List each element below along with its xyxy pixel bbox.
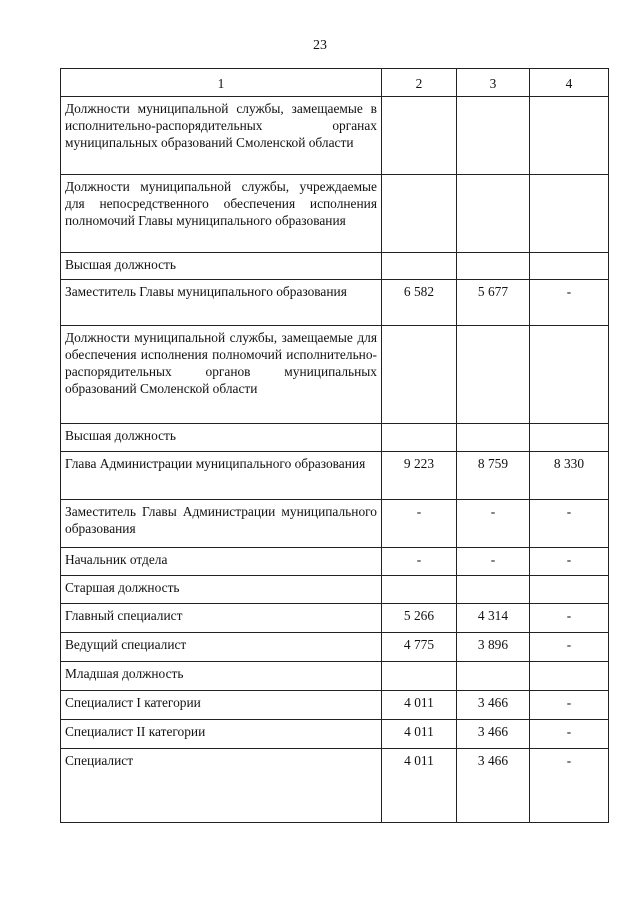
value-cell: - (530, 280, 609, 326)
value-cell: - (530, 749, 609, 823)
value-cell: 3 896 (457, 633, 530, 662)
table-row (61, 452, 609, 500)
value-cell (530, 576, 609, 604)
table-row (61, 280, 609, 326)
value-cell (457, 253, 530, 280)
table-row (61, 576, 609, 604)
table-row (61, 548, 609, 576)
salary-table (60, 68, 609, 823)
value-cell: 8 330 (530, 452, 609, 500)
value-cell: - (530, 633, 609, 662)
column-header: 3 (457, 69, 530, 97)
value-cell: - (382, 500, 457, 548)
position-name: Глава Администрации муниципального образования (61, 452, 382, 500)
value-cell: - (457, 548, 530, 576)
position-name: Должности муниципальной службы, замещаемые для обеспечения исполнения полномочий исполнительно-распорядительных органов муниципальных образований Смоленской области (61, 326, 382, 424)
table-row (61, 500, 609, 548)
value-cell (457, 97, 530, 175)
value-cell: - (530, 691, 609, 720)
table-row (61, 749, 609, 823)
value-cell (530, 97, 609, 175)
table-row (61, 175, 609, 253)
table-row (61, 633, 609, 662)
table-row (61, 604, 609, 633)
value-cell: - (530, 548, 609, 576)
value-cell: - (530, 604, 609, 633)
value-cell: - (457, 500, 530, 548)
value-cell (530, 175, 609, 253)
value-cell (457, 175, 530, 253)
position-name: Должности муниципальной службы, учреждаемые для непосредственного обеспечения исполнения полномочий Главы муниципального образования (61, 175, 382, 253)
value-cell: 5 266 (382, 604, 457, 633)
table-row (61, 424, 609, 452)
value-cell (382, 662, 457, 691)
value-cell: 4 011 (382, 720, 457, 749)
value-cell: 4 314 (457, 604, 530, 633)
value-cell (457, 326, 530, 424)
value-cell (457, 662, 530, 691)
table-row (61, 662, 609, 691)
value-cell (530, 662, 609, 691)
position-category: Высшая должность (61, 424, 382, 452)
value-cell (382, 253, 457, 280)
value-cell (382, 424, 457, 452)
table-row (61, 253, 609, 280)
value-cell: 9 223 (382, 452, 457, 500)
table-row (61, 691, 609, 720)
position-category: Старшая должность (61, 576, 382, 604)
value-cell: 3 466 (457, 720, 530, 749)
position-name: Главный специалист (61, 604, 382, 633)
position-category: Младшая должность (61, 662, 382, 691)
value-cell (382, 175, 457, 253)
value-cell: 8 759 (457, 452, 530, 500)
position-name: Заместитель Главы муниципального образования (61, 280, 382, 326)
value-cell (530, 326, 609, 424)
value-cell (530, 424, 609, 452)
value-cell: 3 466 (457, 749, 530, 823)
position-name: Специалист II категории (61, 720, 382, 749)
column-header: 4 (530, 69, 609, 97)
value-cell (457, 576, 530, 604)
value-cell: 4 011 (382, 691, 457, 720)
value-cell (457, 424, 530, 452)
value-cell (382, 576, 457, 604)
value-cell (382, 326, 457, 424)
value-cell: - (530, 500, 609, 548)
table-row (61, 720, 609, 749)
position-name: Специалист I категории (61, 691, 382, 720)
position-name: Заместитель Главы Администрации муниципального образования (61, 500, 382, 548)
column-header: 2 (382, 69, 457, 97)
value-cell: 4 775 (382, 633, 457, 662)
value-cell: - (530, 720, 609, 749)
position-name: Специалист (61, 749, 382, 823)
value-cell: 3 466 (457, 691, 530, 720)
position-category: Высшая должность (61, 253, 382, 280)
page-number: 23 (313, 38, 327, 53)
value-cell: 4 011 (382, 749, 457, 823)
position-name: Должности муниципальной службы, замещаемые в исполнительно-распорядительных органах муниципальных образований Смоленской области (61, 97, 382, 175)
table-row (61, 326, 609, 424)
value-cell: - (382, 548, 457, 576)
column-header: 1 (61, 69, 382, 97)
value-cell (382, 97, 457, 175)
value-cell: 5 677 (457, 280, 530, 326)
position-name: Начальник отдела (61, 548, 382, 576)
value-cell (530, 253, 609, 280)
table-row (61, 97, 609, 175)
value-cell: 6 582 (382, 280, 457, 326)
position-name: Ведущий специалист (61, 633, 382, 662)
table-header-row (61, 69, 609, 97)
